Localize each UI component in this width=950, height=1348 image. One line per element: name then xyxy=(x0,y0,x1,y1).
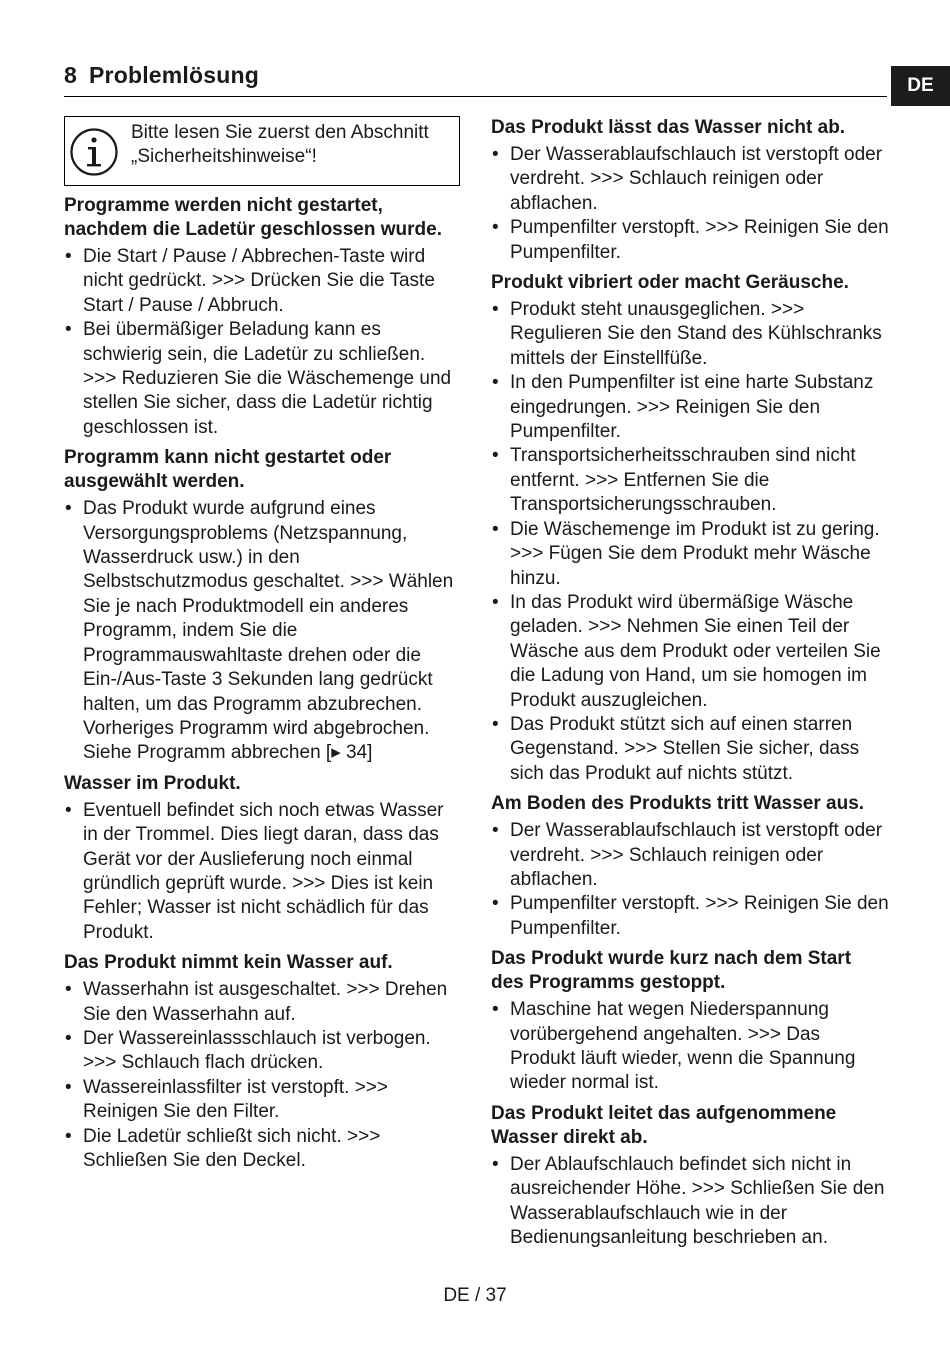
header-rule xyxy=(64,96,887,97)
language-tab xyxy=(891,66,950,106)
list-item: • Wassereinlassfilter ist verstopft. >>> Reinigen Sie den Filter. xyxy=(64,1076,460,1125)
section-title: Das Produkt wurde kurz nach dem Start des Programms gestoppt. xyxy=(491,948,852,994)
list-item: • Eventuell befindet sich noch etwas Wasser in der Trommel. Dies liegt daran, dass das Gerät vor der Auslieferung noch einmal gründlich geprüft wurde. >>> Dies ist kein Fehler; Wasser ist nicht schädlich für das Produkt. xyxy=(64,799,460,945)
section-title: Am Boden des Produkts tritt Wasser aus. xyxy=(491,793,865,815)
right-sections xyxy=(491,116,889,1250)
right-column xyxy=(491,116,889,1256)
language-label: DE xyxy=(907,75,934,96)
left-sections xyxy=(64,194,460,1173)
section-title: Das Produkt lässt das Wasser nicht ab. xyxy=(491,117,846,138)
page-number: DE / 37 xyxy=(443,1285,507,1306)
section-list xyxy=(491,1153,889,1251)
list-item: • Die Ladetür schließt sich nicht. >>> Schließen Sie den Deckel. xyxy=(64,1125,460,1174)
list-item: • Die Wäschemenge im Produkt ist zu gering. >>> Fügen Sie dem Produkt mehr Wäsche hinzu. xyxy=(491,518,889,591)
section-title: Produkt vibriert oder macht Geräusche. xyxy=(491,272,849,294)
section-list xyxy=(64,978,460,1173)
section-list xyxy=(491,998,889,1096)
chapter-title: Problemlösung xyxy=(89,62,260,88)
section-title: Programm kann nicht gestartet oder ausgewählt werden. xyxy=(64,447,392,493)
info-icon xyxy=(69,127,119,177)
list-item: • Der Wassereinlassschlauch ist verbogen. >>> Schlauch flach drücken. xyxy=(64,1027,460,1076)
left-column xyxy=(64,116,460,1179)
section-title: Das Produkt nimmt kein Wasser auf. xyxy=(64,952,393,974)
note-text xyxy=(131,121,453,169)
note-line-1: Bitte lesen Sie zuerst den Abschnitt xyxy=(131,122,429,143)
list-item: • Der Ablaufschlauch befindet sich nicht in ausreichender Höhe. >>> Schließen Sie den Wasserablaufschlauch wie in der Bedienungsanleitung beschrieben an. xyxy=(491,1153,889,1251)
section-title: Programme werden nicht gestartet, nachdem die Ladetür geschlossen wurde. xyxy=(64,195,442,240)
section-list xyxy=(64,799,460,945)
list-item: • In den Pumpenfilter ist eine harte Substanz eingedrungen. >>> Reinigen Sie den Pumpenfilter. xyxy=(491,371,889,444)
chapter-number: 8 xyxy=(64,62,77,88)
list-item: • Maschine hat wegen Niederspannung vorübergehend angehalten. >>> Das Produkt läuft wieder, wenn die Spannung wieder normal ist. xyxy=(491,998,889,1096)
list-item: • Pumpenfilter verstopft. >>> Reinigen Sie den Pumpenfilter. xyxy=(491,892,889,941)
list-item: • Das Produkt wurde aufgrund eines Versorgungsproblems (Netzspannung, Wasserdruck usw.) in den Selbstschutzmodus geschaltet. >>> Wählen Sie je nach Produktmodell ein anderes Programm, indem Sie die Programmauswahltaste drehen oder die Ein-/Aus-Taste 3 Sekunden lang gedrückt halten, um das Programm abzubrechen. Vorheriges Programm wird abgebrochen. Siehe Programm abbrechen [▸ 34] xyxy=(64,497,460,765)
list-item: • Pumpenfilter verstopft. >>> Reinigen Sie den Pumpenfilter. xyxy=(491,216,889,265)
list-item: • Bei übermäßiger Beladung kann es schwierig sein, die Ladetür zu schließen. >>> Reduzieren Sie die Wäschemenge und stellen Sie sicher, dass die Ladetür richtig geschlossen ist. xyxy=(64,318,460,440)
page-title xyxy=(64,62,259,89)
list-item: • Der Wasserablaufschlauch ist verstopft oder verdreht. >>> Schlauch reinigen oder abflachen. xyxy=(491,819,889,892)
list-item: • Das Produkt stützt sich auf einen starren Gegenstand. >>> Stellen Sie sicher, dass sich das Produkt auf nichts stützt. xyxy=(491,713,889,786)
section-title: Das Produkt leitet das aufgenommene Wasser direkt ab. xyxy=(491,1102,837,1148)
list-item: • Die Start / Pause / Abbrechen-Taste wird nicht gedrückt. >>> Drücken Sie die Taste Start / Pause / Abbruch. xyxy=(64,245,460,318)
list-item: • Transportsicherheitsschrauben sind nicht entfernt. >>> Entfernen Sie die Transportsicherungsschrauben. xyxy=(491,444,889,517)
list-item: • Der Wasserablaufschlauch ist verstopft oder verdreht. >>> Schlauch reinigen oder abflachen. xyxy=(491,143,889,216)
section-list xyxy=(491,143,889,265)
section-list xyxy=(64,497,460,765)
safety-note xyxy=(64,116,460,186)
list-item: • Produkt steht unausgeglichen. >>> Regulieren Sie den Stand des Kühlschranks mittels der Einstellfüße. xyxy=(491,298,889,371)
note-line-2: „Sicherheitshinweise“! xyxy=(131,146,317,167)
section-list xyxy=(491,298,889,786)
section-list xyxy=(64,245,460,440)
section-list xyxy=(491,819,889,941)
list-item: • Wasserhahn ist ausgeschaltet. >>> Drehen Sie den Wasserhahn auf. xyxy=(64,978,460,1027)
list-item: • In das Produkt wird übermäßige Wäsche geladen. >>> Nehmen Sie einen Teil der Wäsche aus dem Produkt oder verteilen Sie die Ladung von Hand, um sie homogen im Produkt auszugleichen. xyxy=(491,591,889,713)
section-title: Wasser im Produkt. xyxy=(64,772,241,794)
